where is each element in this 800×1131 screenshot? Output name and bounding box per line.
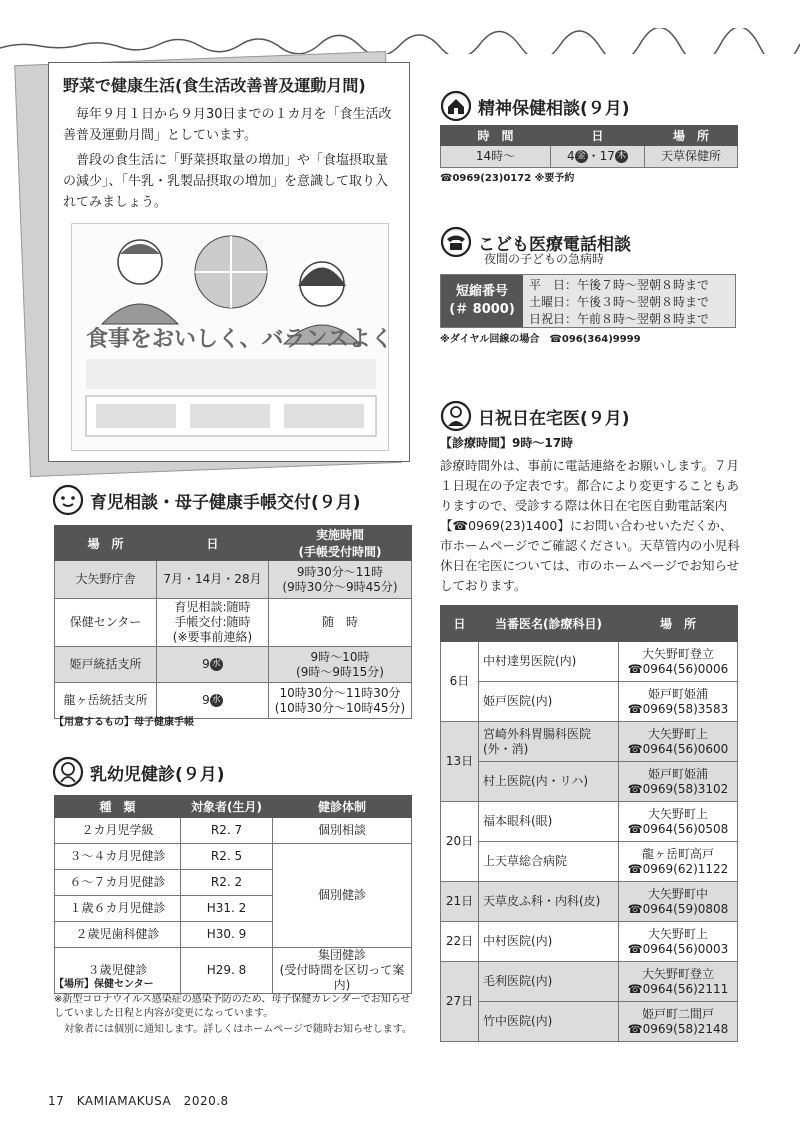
infant-icon [52,756,84,788]
kodomo-title-text: こども医療電話相談 [478,234,631,255]
nyu-section-title [52,756,225,788]
ikuji-day: 9 水 [157,647,269,683]
kyujitsu-place: 大矢野町上 ☎0964(56)0600 [619,722,738,762]
nyu-header-system: 健診体制 [273,796,412,818]
kyujitsu-day: 20日 [441,802,479,882]
kyujitsu-place: 龍ヶ岳町高戸 ☎0969(62)1122 [619,842,738,882]
kyujitsu-place: 姫戸町二間戸 ☎0969(58)2148 [619,1002,738,1042]
veg-illustration-heading: 食事をおいしく、バランスよく [86,327,390,352]
nyu-kind: ３～４カ月児健診 [55,844,181,870]
nyu-target: H30. 9 [181,922,273,948]
kyujitsu-section-title [440,400,630,432]
decorative-wavy-line [0,28,800,54]
nyu-kind: １歳６カ月児健診 [55,896,181,922]
seishin-title-text: 精神保健相談(９月) [478,98,630,119]
table-row [441,802,738,842]
nyu-system: 個別健診 [273,844,412,948]
ikuji-time: 随 時 [269,599,412,647]
kyujitsu-text: 診療時間外は、事前に電話連絡をお願いします。７月１日現在の予定表です。都合により変更することもありますので、受診する際は休日在宅医自動電話案内【☎0969(23)1400】にお問い合わせいただくか、市ホームページでご確認ください。天草管内の小児科休日在宅医については、市のホームページでお知らせしております。 [440,458,740,593]
ikuji-place: 保健センター [55,599,157,647]
table-row [441,962,738,1002]
kyujitsu-day: 13日 [441,722,479,802]
nyu-table [54,795,412,994]
kyujitsu-hours: 【診療時間】9時～17時 [440,436,574,450]
nyu-kind: ３歳児健診 [55,948,181,994]
kyujitsu-place: 姫戸町姫浦 ☎0969(58)3583 [619,682,738,722]
kyujitsu-doctor: 宮崎外科胃腸科医院 (外・消) [479,722,619,762]
veg-paragraph-2: 普段の食生活に「野菜摂取量の増加」や「食塩摂取量の減少」、「牛乳・乳製品摂取の増加」を意識して取り入れてみましょう。 [63,153,389,210]
ikuji-section-title [52,484,361,516]
table-row [441,722,738,762]
ikuji-time: 9時～10時 (9時～9時15分) [269,647,412,683]
ikuji-header-place: 場 所 [55,526,157,561]
kyujitsu-day: 22日 [441,922,479,962]
kyujitsu-title-text: 日祝日在宅医(９月) [478,408,630,429]
nyu-title-text: 乳幼児健診(９月) [90,764,225,785]
kodomo-short-number: 短縮番号 (＃ 8000) [441,275,523,327]
kyujitsu-doctor: 毛利医院(内) [479,962,619,1002]
table-row [55,844,412,870]
house-icon [440,90,472,122]
table-row [441,882,738,922]
nyu-note-1: ※新型コロナウイルス感染症の感染予防のため、母子保健カレンダーでお知らせしていました日程と内容が変更になっています。 [54,994,411,1019]
nyu-note-2: 対象者には個別に通知します。詳しくはホームページで随時お知らせします。 [64,1024,412,1035]
kyujitsu-place: 大矢野町上 ☎0964(56)0003 [619,922,738,962]
kyujitsu-place: 大矢野町中 ☎0964(59)0808 [619,882,738,922]
baby-face-icon [52,484,84,516]
ikuji-day: 育児相談:随時 手帳交付:随時 (※要事前連絡) [157,599,269,647]
seishin-place: 天草保健所 [645,146,738,168]
nyu-system: 集団健診 (受付時間を区切って案内) [273,948,412,994]
table-row [55,818,412,844]
veg-illustration [71,223,389,451]
table-row [441,682,738,722]
ikuji-place: 姫戸統括支所 [55,647,157,683]
ikuji-time: 9時30分～11時 (9時30分～9時45分) [269,561,412,599]
kyujitsu-doctor: 福本眼科(眼) [479,802,619,842]
kyujitsu-header-place: 場 所 [619,606,738,642]
kyujitsu-doctor: 村上医院(内・リハ) [479,762,619,802]
nyu-kind: ２歳児歯科健診 [55,922,181,948]
kyujitsu-place: 大矢野町上 ☎0964(56)0508 [619,802,738,842]
kyujitsu-doctor: 天草皮ふ科・内科(皮) [479,882,619,922]
kodomo-subtitle: 夜間の子どもの急病時 [484,252,605,266]
kyujitsu-place: 大矢野町登立 ☎0964(56)2111 [619,962,738,1002]
page-footer: 17 KAMIAMAKUSA 2020.8 [48,1094,229,1108]
nyu-target: H29. 8 [181,948,273,994]
kyujitsu-table [440,605,738,1042]
kyujitsu-day: 21日 [441,882,479,922]
kyujitsu-day: 27日 [441,962,479,1042]
table-row [55,599,412,647]
table-row [441,642,738,682]
nyu-target: H31. 2 [181,896,273,922]
table-row [441,842,738,882]
table-row [55,561,412,599]
kyujitsu-header-doctor: 当番医名(診療科目) [479,606,619,642]
table-row [441,922,738,962]
kodomo-lines: 平 日：午後７時～翌朝８時まで 土曜日：午後３時～翌朝８時まで 日祝日：午前８時～翌朝８時まで [523,275,735,327]
table-row [441,146,738,168]
doctor-icon [440,400,472,432]
seishin-table [440,125,738,168]
kodomo-box [440,274,736,328]
kyujitsu-place: 大矢野町登立 ☎0964(56)0006 [619,642,738,682]
nyu-target: R2. 5 [181,844,273,870]
kodomo-dial: ※ダイヤル回線の場合 ☎096(364)9999 [440,334,641,345]
ikuji-title-text: 育児相談・母子健康手帳交付(９月) [90,492,361,513]
kyujitsu-header-day: 日 [441,606,479,642]
ikuji-day: 9 水 [157,683,269,719]
ikuji-header-day: 日 [157,526,269,561]
veg-paragraph-1: 毎年９月１日から９月30日までの１カ月を「食生活改善普及運動月間」としています。 [63,107,392,143]
seishin-header-day: 日 [551,126,645,146]
kyujitsu-doctor: 姫戸医院(内) [479,682,619,722]
seishin-header-time: 時 間 [441,126,551,146]
ikuji-time: 10時30分～11時30分 (10時30分～10時45分) [269,683,412,719]
seishin-header-place: 場 所 [645,126,738,146]
nyu-kind: ２カ月児学級 [55,818,181,844]
kyujitsu-place: 姫戸町姫浦 ☎0969(58)3102 [619,762,738,802]
seishin-day: 4 金 ・17 木 [551,146,645,168]
kyujitsu-doctor: 中村達男医院(内) [479,642,619,682]
veg-box [48,62,410,462]
kyujitsu-day: 6日 [441,642,479,722]
nyu-header-target: 対象者(生月) [181,796,273,818]
table-row [441,762,738,802]
ikuji-day: 7月・14月・28月 [157,561,269,599]
table-row [55,683,412,719]
nyu-header-kind: 種 類 [55,796,181,818]
nyu-target: R2. 7 [181,818,273,844]
kyujitsu-doctor: 竹中医院(内) [479,1002,619,1042]
seishin-tel: ☎0969(23)0172 ※要予約 [440,173,575,184]
ikuji-place: 大矢野庁舎 [55,561,157,599]
seishin-section-title [440,90,630,122]
nyu-target: R2. 2 [181,870,273,896]
nyu-place-note: 【場所】保健センター [54,979,154,990]
kyujitsu-doctor: 上天草総合病院 [479,842,619,882]
ikuji-header-time: 実施時間 (手帳受付時間) [269,526,412,561]
veg-title: 野菜で健康生活(食生活改善普及運動月間) [63,76,366,95]
ikuji-note: 【用意するもの】母子健康手帳 [54,717,194,728]
table-row [55,647,412,683]
ikuji-place: 龍ヶ岳統括支所 [55,683,157,719]
phone-icon [440,226,472,258]
kyujitsu-doctor: 中村医院(内) [479,922,619,962]
table-row [441,1002,738,1042]
ikuji-table [54,525,412,719]
nyu-kind: ６～７カ月児健診 [55,870,181,896]
nyu-system: 個別相談 [273,818,412,844]
seishin-time: 14時～ [441,146,551,168]
